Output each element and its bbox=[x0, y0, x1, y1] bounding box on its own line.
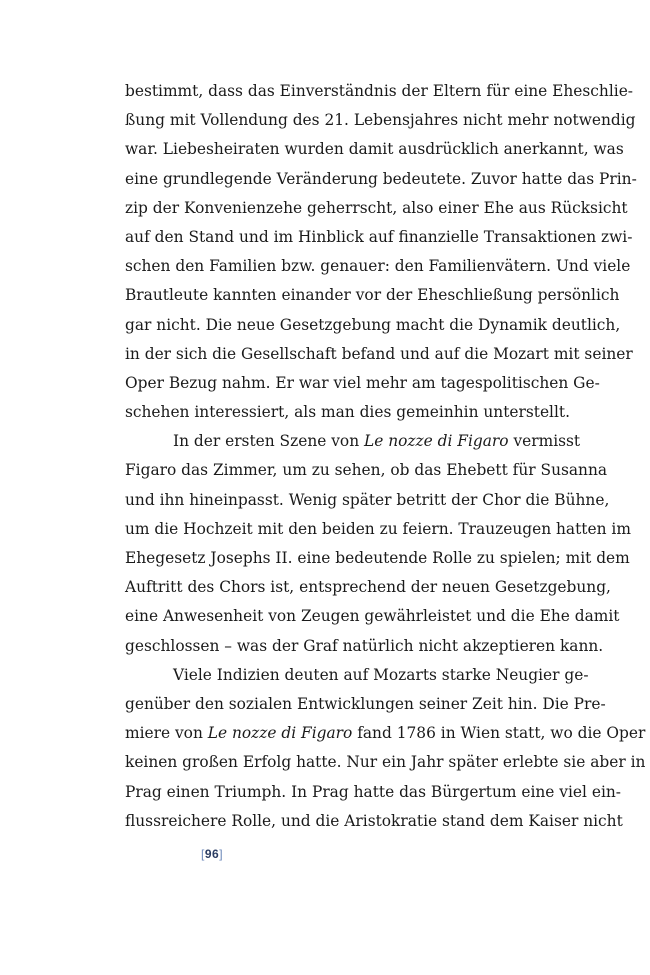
text-line: miere von Le nozze di Figaro fand 1786 in Wien statt, wo die Oper bbox=[125, 724, 646, 743]
text-line: ßung mit Vollendung des 21. Lebensjahres nicht mehr notwendig bbox=[125, 111, 636, 130]
text-line: keinen großen Erfolg hatte. Nur ein Jahr später erlebte sie aber in bbox=[125, 753, 646, 772]
text-line: gar nicht. Die neue Gesetzgebung macht die Dynamik deutlich, bbox=[125, 315, 621, 334]
text-line: eine grundlegende Veränderung bedeutete. Zuvor hatte das Prin- bbox=[125, 169, 637, 188]
text-line: schen den Familien bzw. genauer: den Familienvätern. Und viele bbox=[125, 257, 631, 276]
text-line: und ihn hineinpasst. Wenig später betritt der Chor die Bühne, bbox=[125, 490, 610, 509]
text-line: war. Liebesheiraten wurden damit ausdrücklich anerkannt, was bbox=[125, 140, 624, 159]
text-line: Auftritt des Chors ist, entsprechend der neuen Gesetzgebung, bbox=[125, 578, 611, 597]
text-line: in der sich die Gesellschaft befand und auf die Mozart mit seiner bbox=[125, 344, 633, 363]
text-line: bestimmt, dass das Einverständnis der Eltern für eine Eheschlie- bbox=[125, 82, 633, 100]
text-line: Viele Indizien deuten auf Mozarts starke Neugier ge- bbox=[173, 665, 589, 684]
work-title: Le nozze di Figaro bbox=[207, 724, 353, 743]
text-line: schehen interessiert, als man dies gemeinhin unterstellt. bbox=[125, 403, 570, 422]
text-line: zip der Konvenienzehe geherrscht, also einer Ehe aus Rücksicht bbox=[125, 198, 628, 217]
text-line: In der ersten Szene von Le nozze di Figaro vermisst bbox=[173, 432, 581, 451]
text-line: flussreichere Rolle, und die Aristokratie stand dem Kaiser nicht bbox=[125, 811, 623, 830]
work-title: Le nozze di Figaro bbox=[364, 432, 509, 451]
text-line: Oper Bezug nahm. Er war viel mehr am tagespolitischen Ge- bbox=[125, 373, 600, 392]
text-line: Prag einen Triumph. In Prag hatte das Bürgertum eine viel ein- bbox=[125, 782, 621, 801]
page-number-bracket-close: ] bbox=[219, 847, 224, 861]
text-line: geschlossen – was der Graf natürlich nicht akzeptieren kann. bbox=[125, 636, 604, 655]
text-line: eine Anwesenheit von Zeugen gewährleistet und die Ehe damit bbox=[125, 607, 620, 626]
page-number bbox=[201, 847, 223, 861]
text-line: auf den Stand und im Hinblick auf finanzielle Transaktionen zwi- bbox=[125, 227, 633, 246]
page-number-bracket-open: [ bbox=[201, 847, 205, 861]
page-number-value: 96 bbox=[204, 847, 220, 861]
text-line: um die Hochzeit mit den beiden zu feiern. Trauzeugen hatten im bbox=[125, 519, 631, 538]
text-line: Brautleute kannten einander vor der Eheschließung persönlich bbox=[125, 286, 620, 305]
body-text bbox=[125, 77, 646, 836]
text-line: Figaro das Zimmer, um zu sehen, ob das Ehebett für Susanna bbox=[125, 461, 608, 480]
text-line: Ehegesetz Josephs II. eine bedeutende Rolle zu spielen; mit dem bbox=[125, 549, 630, 567]
text-line: genüber den sozialen Entwicklungen seiner Zeit hin. Die Pre- bbox=[125, 694, 606, 713]
